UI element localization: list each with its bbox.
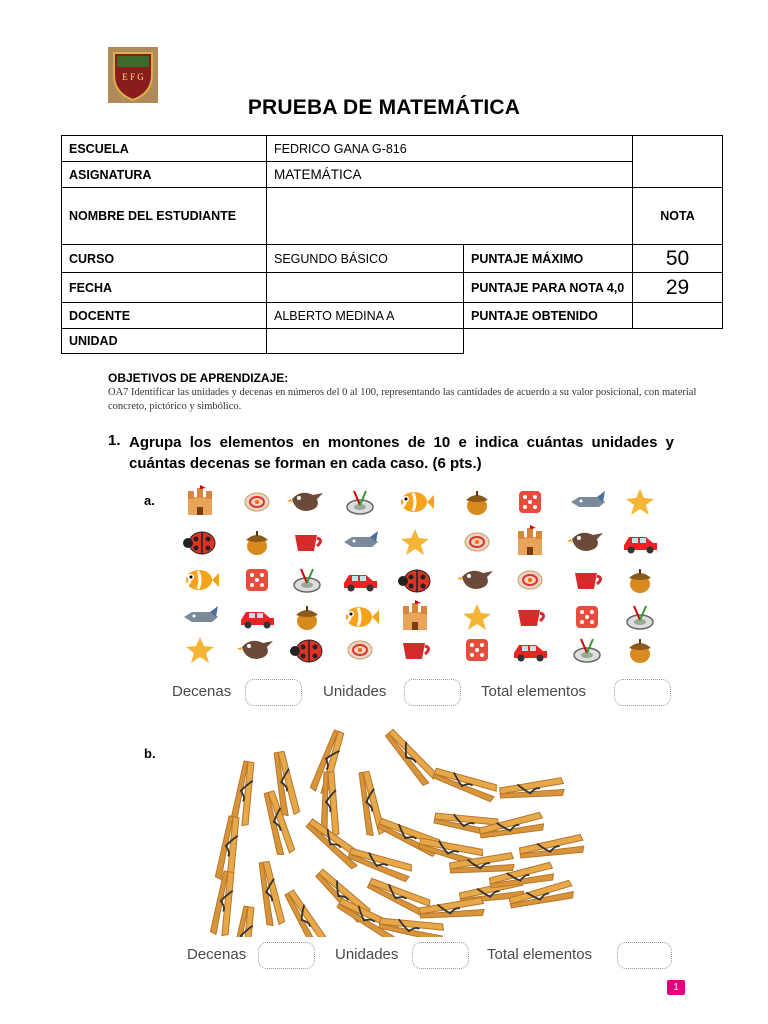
dice-icon: [457, 633, 497, 667]
unidades-label: Unidades: [335, 946, 399, 963]
dice-icon: [510, 485, 550, 519]
page-number-badge: 1: [667, 980, 685, 995]
acorn-icon: [457, 485, 497, 519]
fish-icon: [340, 600, 380, 634]
fish-icon: [395, 485, 435, 519]
star-icon: [180, 633, 220, 667]
pencilfish-icon: [340, 525, 380, 559]
total-label: Total elementos: [481, 683, 587, 700]
dice-icon: [237, 563, 277, 597]
part-a-label: a.: [144, 493, 155, 508]
school-logo: [108, 47, 158, 103]
escuela-label: ESCUELA: [61, 135, 267, 162]
acorn-icon: [620, 563, 660, 597]
unidades-input-a[interactable]: [404, 679, 461, 706]
asignatura-value: MATEMÁTICA: [266, 161, 633, 188]
clothespin-icon: [519, 834, 585, 861]
cup-icon: [287, 525, 327, 559]
clothespin-icon: [210, 870, 239, 936]
dartboard-icon: [620, 600, 660, 634]
car-icon: [510, 633, 550, 667]
dartboard-icon: [340, 485, 380, 519]
car-icon: [340, 563, 380, 597]
unidades-label: Unidades: [323, 683, 387, 700]
docente-value: ALBERTO MEDINA A: [266, 302, 464, 329]
clothespin-icon: [383, 726, 438, 787]
acorn-icon: [237, 525, 277, 559]
pencilfish-icon: [567, 485, 607, 519]
dartboard-icon: [287, 563, 327, 597]
unidad-field[interactable]: [266, 328, 464, 354]
bird-icon: [287, 485, 327, 519]
decenas-label: Decenas: [187, 946, 247, 963]
car-icon: [237, 600, 277, 634]
dice-icon: [567, 600, 607, 634]
clothespin-icon: [478, 812, 544, 841]
question-number: 1.: [108, 432, 121, 449]
nota-blank: [632, 135, 723, 188]
cup-icon: [395, 633, 435, 667]
target-icon: [510, 563, 550, 597]
estudiante-field[interactable]: [266, 187, 633, 245]
fish-icon: [180, 563, 220, 597]
castle-icon: [510, 525, 550, 559]
decenas-input-b[interactable]: [258, 942, 315, 969]
puntaje-nota-label: PUNTAJE PARA NOTA 4,0: [463, 272, 633, 303]
page-title: PRUEBA DE MATEMÁTICA: [247, 96, 521, 119]
part-b-label: b.: [144, 746, 156, 761]
question-text: Agrupa los elementos en montones de 10 e indica cuántas unidades y cuántas decenas se forman en cada caso. (6 pts.): [129, 434, 674, 472]
puntaje-obtenido-label: PUNTAJE OBTENIDO: [463, 302, 633, 329]
asignatura-label: ASIGNATURA: [61, 161, 267, 188]
objectives-text: OA7 Identificar las unidades y decenas en números del 0 al 100, representando las cantidades de acuerdo a su valor posicional, con material concreto, pictórico y simbólico.: [108, 387, 697, 412]
star-icon: [457, 600, 497, 634]
puntaje-nota-value: 29: [632, 272, 723, 303]
pencilfish-icon: [180, 600, 220, 634]
castle-icon: [180, 485, 220, 519]
bird-icon: [567, 525, 607, 559]
clothespins-illustration: [190, 722, 660, 937]
total-input-b[interactable]: [617, 942, 672, 969]
docente-label: DOCENTE: [61, 302, 267, 329]
acorn-icon: [620, 633, 660, 667]
puntaje-maximo-label: PUNTAJE MÁXIMO: [463, 244, 633, 273]
acorn-icon: [287, 600, 327, 634]
castle-icon: [395, 600, 435, 634]
clothespin-icon: [256, 860, 285, 926]
clothespin-icon: [347, 844, 413, 883]
ladybug-icon: [395, 563, 435, 597]
clothespin-icon: [499, 777, 564, 801]
dartboard-icon: [567, 633, 607, 667]
clothespin-icon: [282, 888, 330, 938]
cup-icon: [567, 563, 607, 597]
clothespin-icon: [230, 905, 259, 937]
unidades-input-b[interactable]: [412, 942, 469, 969]
cup-icon: [510, 600, 550, 634]
estudiante-label: NOMBRE DEL ESTUDIANTE: [61, 187, 267, 245]
curso-label: CURSO: [61, 244, 267, 273]
decenas-label: Decenas: [172, 683, 232, 700]
target-icon: [457, 525, 497, 559]
ladybug-icon: [287, 633, 327, 667]
puntaje-obtenido-field[interactable]: [632, 302, 723, 329]
target-icon: [237, 485, 277, 519]
star-icon: [620, 485, 660, 519]
bird-icon: [457, 563, 497, 597]
decenas-input-a[interactable]: [245, 679, 302, 706]
ladybug-icon: [180, 525, 220, 559]
car-icon: [620, 525, 660, 559]
escuela-value: FEDRICO GANA G-816: [266, 135, 633, 162]
objectives-heading: OBJETIVOS DE APRENDIZAJE:: [108, 371, 289, 385]
curso-value: SEGUNDO BÁSICO: [266, 244, 464, 273]
unidad-label: UNIDAD: [61, 328, 267, 354]
puntaje-maximo-value: 50: [632, 244, 723, 273]
bird-icon: [237, 633, 277, 667]
star-icon: [395, 525, 435, 559]
clothespin-icon: [432, 764, 498, 803]
logo-text: E F G: [122, 72, 144, 82]
nota-label: NOTA: [632, 187, 723, 245]
fecha-label: FECHA: [61, 272, 267, 303]
total-label: Total elementos: [487, 946, 593, 963]
fecha-field[interactable]: [266, 272, 464, 303]
total-input-a[interactable]: [614, 679, 671, 706]
target-icon: [340, 633, 380, 667]
